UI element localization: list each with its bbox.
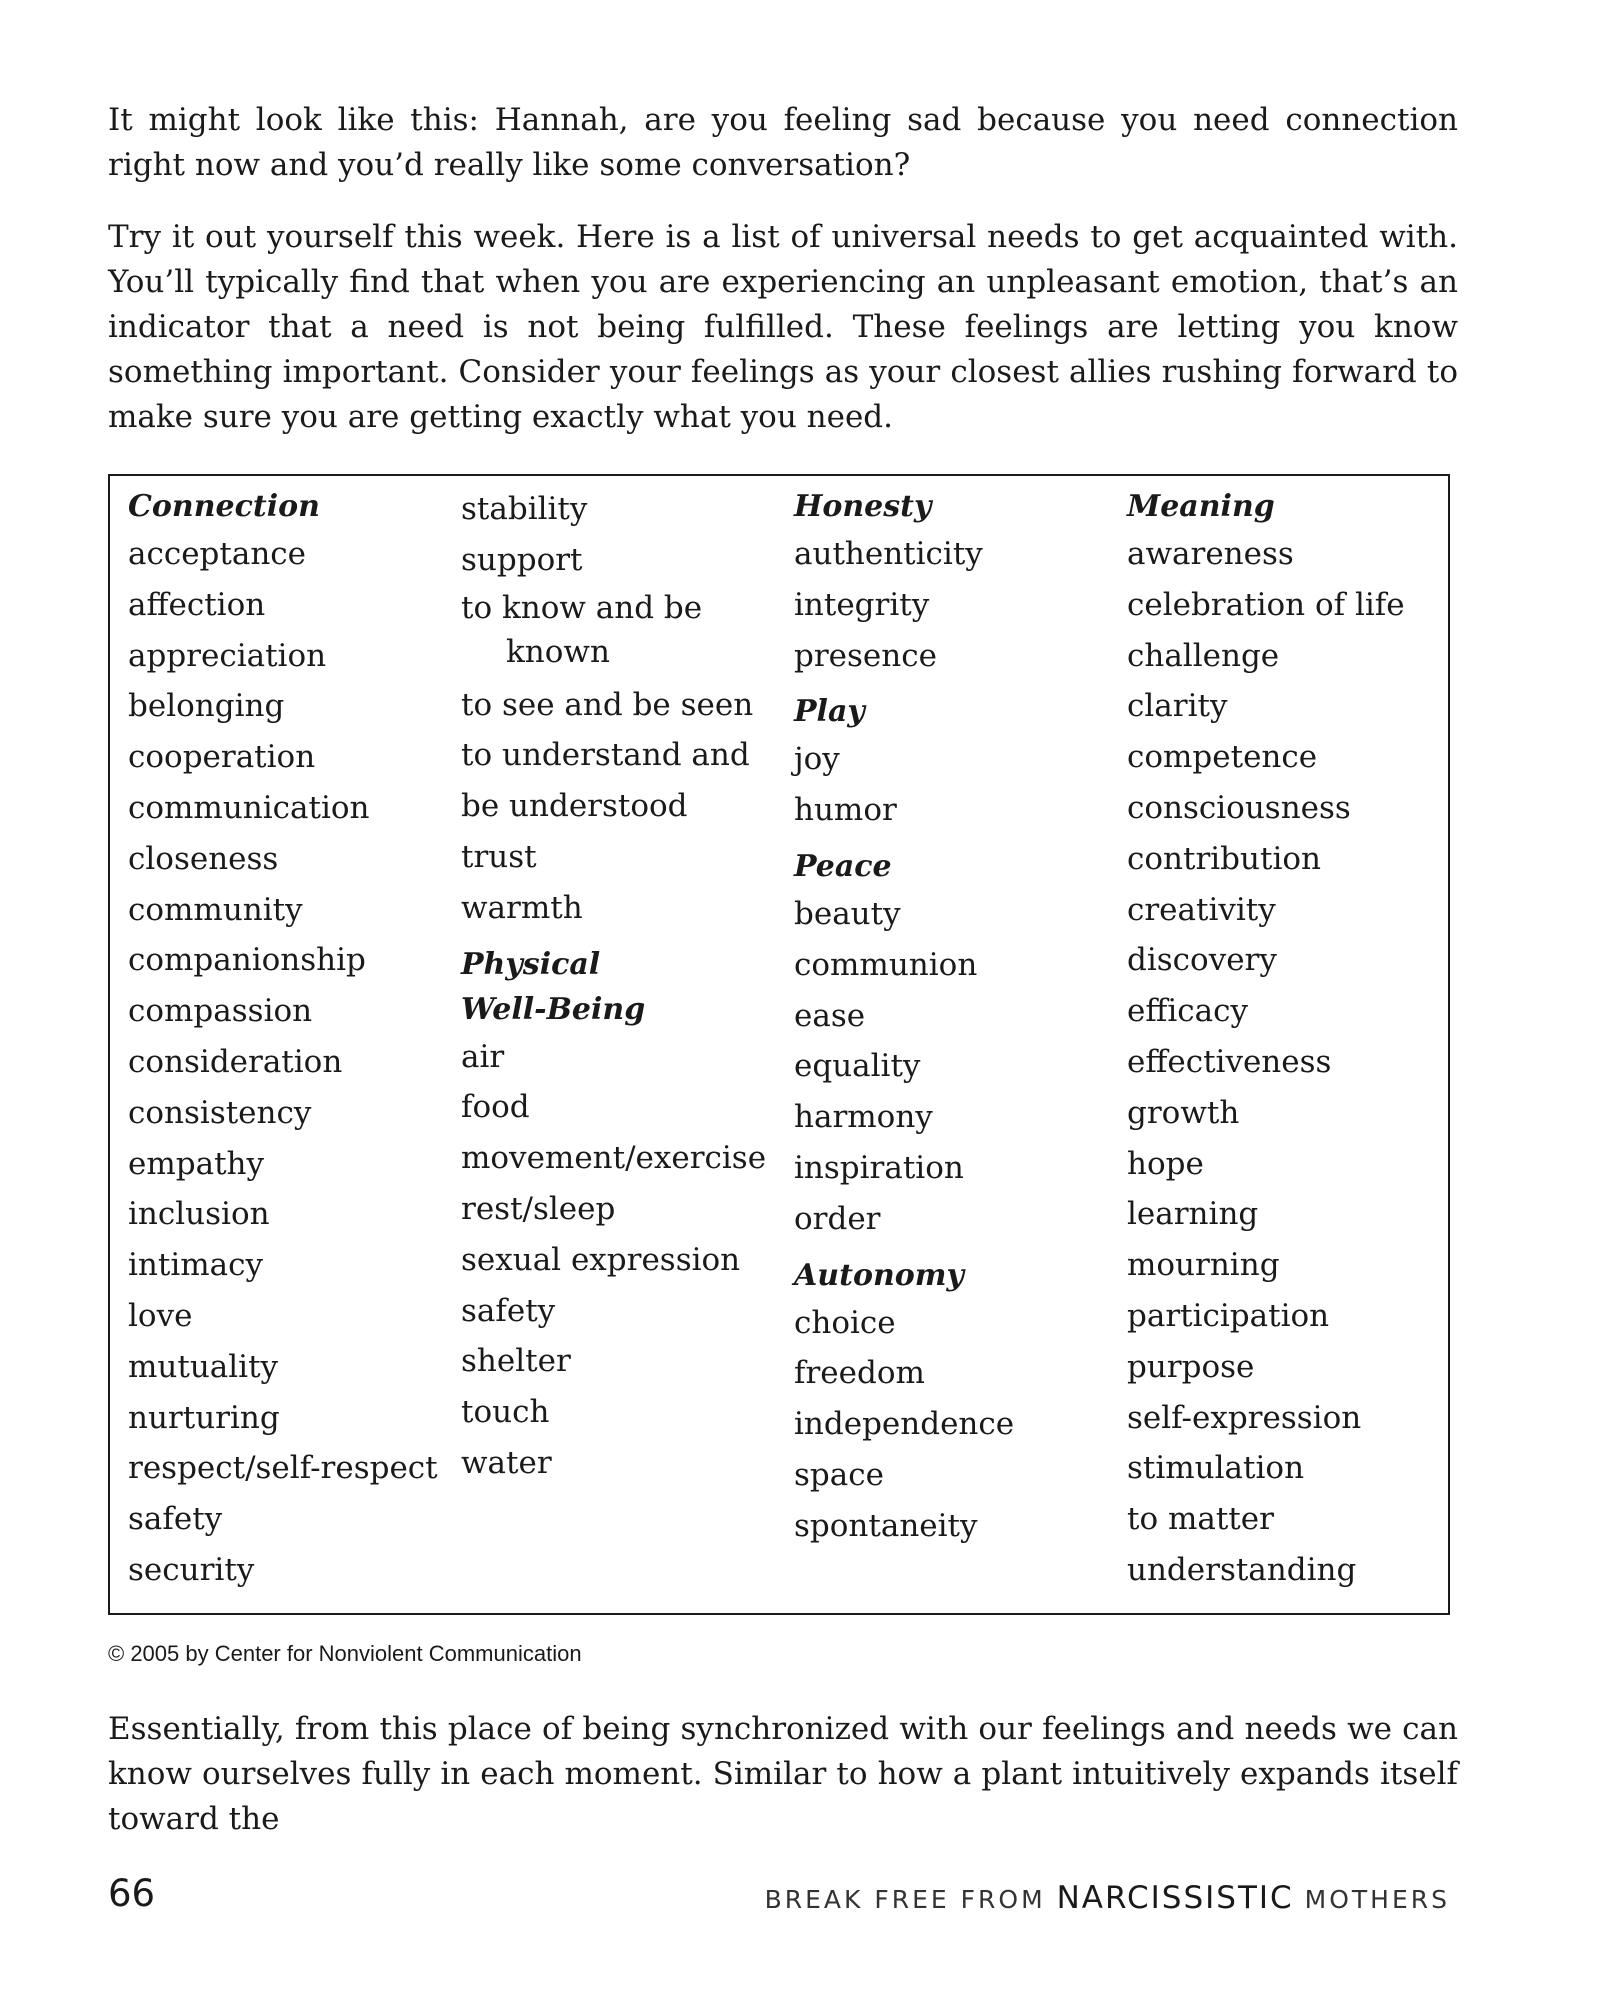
need-item: integrity: [794, 586, 930, 623]
need-item: choice: [794, 1304, 896, 1341]
need-item: equality: [794, 1048, 921, 1085]
category-physical-well-being-line-2: Well-Being: [461, 991, 646, 1027]
need-item: competence: [1127, 739, 1318, 776]
need-item: beauty: [794, 895, 901, 932]
intro-paragraph-1: It might look like this: Hannah, are you feeling sad because you need connection right now and you’d really like some conversation?: [108, 102, 1458, 183]
need-item: growth: [1127, 1094, 1240, 1131]
needs-column-3: [794, 484, 1114, 1552]
needs-column-4: [1127, 484, 1447, 1596]
category-peace: Peace: [794, 848, 892, 884]
need-item: participation: [1127, 1297, 1330, 1334]
need-item: joy: [794, 741, 840, 778]
running-head-post: MOTHERS: [1293, 1885, 1450, 1914]
running-head-emphasis: NARCISSISTIC: [1056, 1880, 1294, 1916]
category-physical-well-being-line-1: Physical: [461, 946, 601, 982]
need-item: compassion: [128, 993, 313, 1030]
need-item: hope: [1127, 1145, 1204, 1182]
need-item: efficacy: [1127, 993, 1249, 1030]
need-item: acceptance: [128, 536, 307, 572]
need-item: sexual expression: [461, 1241, 741, 1278]
need-item: food: [461, 1089, 530, 1126]
need-item: support: [461, 541, 583, 578]
need-item: self-expression: [1127, 1399, 1362, 1436]
need-item: consciousness: [1127, 789, 1351, 826]
need-item: empathy: [128, 1145, 265, 1182]
need-item: air: [461, 1038, 505, 1075]
need-item: inclusion: [128, 1196, 270, 1233]
need-item: effectiveness: [1127, 1043, 1332, 1080]
need-item: to matter: [1127, 1501, 1274, 1538]
need-item: stimulation: [1127, 1450, 1305, 1487]
need-item: humor: [794, 792, 897, 829]
need-item: contribution: [1127, 840, 1321, 877]
need-item: respect/self-respect: [128, 1450, 438, 1487]
closing-paragraph: Essentially, from this place of being synchronized with our feelings and needs we can know ourselves fully in each moment. Similar to how a plant intuitively expands itself toward the: [108, 1711, 1458, 1837]
need-item: touch: [461, 1394, 550, 1431]
need-item: companionship: [128, 942, 366, 979]
need-item: to see and be seen: [461, 686, 754, 723]
need-item: affection: [128, 586, 266, 623]
category-play: Play: [794, 694, 865, 730]
need-item: movement/exercise: [461, 1140, 767, 1177]
need-item: order: [794, 1200, 881, 1237]
category-connection: Connection: [128, 489, 320, 524]
need-item: community: [128, 891, 303, 928]
need-item: freedom: [794, 1355, 925, 1392]
need-item: closeness: [128, 840, 279, 877]
need-item: communication: [128, 789, 370, 826]
intro-paragraph-2: Try it out yourself this week. Here is a list of universal needs to get acquainted with. You’ll typically find that when you are experiencing an unpleasant emotion, that’s an indicator that a need is not being fulfilled. These feelings are letting you know something important. Consider your feelings as your closest allies rushing forward to make sure you are getting exactly what you need.: [108, 219, 1458, 435]
need-item: trust: [461, 838, 537, 875]
universal-needs-list: [108, 474, 1450, 1615]
needs-column-2: [461, 484, 781, 1489]
need-item: understanding: [1127, 1551, 1357, 1588]
need-item: intimacy: [128, 1247, 264, 1284]
need-item: nurturing: [128, 1399, 280, 1436]
need-item: to understand and: [461, 737, 750, 774]
need-item: space: [794, 1456, 884, 1493]
need-item: presence: [794, 637, 937, 674]
need-item: clarity: [1127, 688, 1228, 725]
need-item: mutuality: [128, 1348, 279, 1385]
need-item: harmony: [794, 1099, 933, 1136]
need-item: celebration of life: [1127, 586, 1405, 623]
running-head-pre: BREAK FREE FROM: [764, 1885, 1057, 1914]
need-item: safety: [128, 1501, 223, 1538]
need-item: be understood: [461, 788, 688, 825]
need-item: purpose: [1127, 1348, 1255, 1385]
need-item: communion: [794, 946, 978, 983]
need-item: warmth: [461, 889, 583, 926]
need-item: shelter: [461, 1343, 571, 1380]
need-item: safety: [461, 1292, 556, 1329]
need-item: stability: [461, 491, 588, 527]
need-item: to know and be known: [461, 589, 703, 670]
running-head: [765, 1878, 1450, 1920]
need-item: discovery: [1127, 942, 1277, 979]
need-item: cooperation: [128, 739, 316, 776]
need-item: inspiration: [794, 1149, 964, 1186]
need-item: water: [461, 1444, 552, 1481]
need-item: spontaneity: [794, 1507, 978, 1544]
need-item: independence: [794, 1406, 1015, 1443]
need-item: rest/sleep: [461, 1190, 616, 1227]
need-item: love: [128, 1297, 193, 1334]
need-item: belonging: [128, 688, 285, 725]
copyright-notice: © 2005 by Center for Nonviolent Communication: [108, 1641, 582, 1666]
need-item: security: [128, 1551, 255, 1588]
need-item: learning: [1127, 1196, 1259, 1233]
need-item: consistency: [128, 1094, 312, 1131]
needs-column-1: [128, 484, 448, 1596]
category-honesty: Honesty: [794, 489, 932, 524]
need-item: mourning: [1127, 1247, 1280, 1284]
need-item: awareness: [1127, 536, 1294, 572]
need-item: appreciation: [128, 637, 327, 674]
need-item: challenge: [1127, 637, 1280, 674]
category-meaning: Meaning: [1127, 489, 1275, 524]
need-item: consideration: [128, 1043, 343, 1080]
category-autonomy: Autonomy: [794, 1257, 964, 1293]
need-item: ease: [794, 997, 866, 1034]
need-item: authenticity: [794, 536, 983, 572]
need-item: creativity: [1127, 891, 1276, 928]
page-number: 66: [108, 1872, 156, 1915]
